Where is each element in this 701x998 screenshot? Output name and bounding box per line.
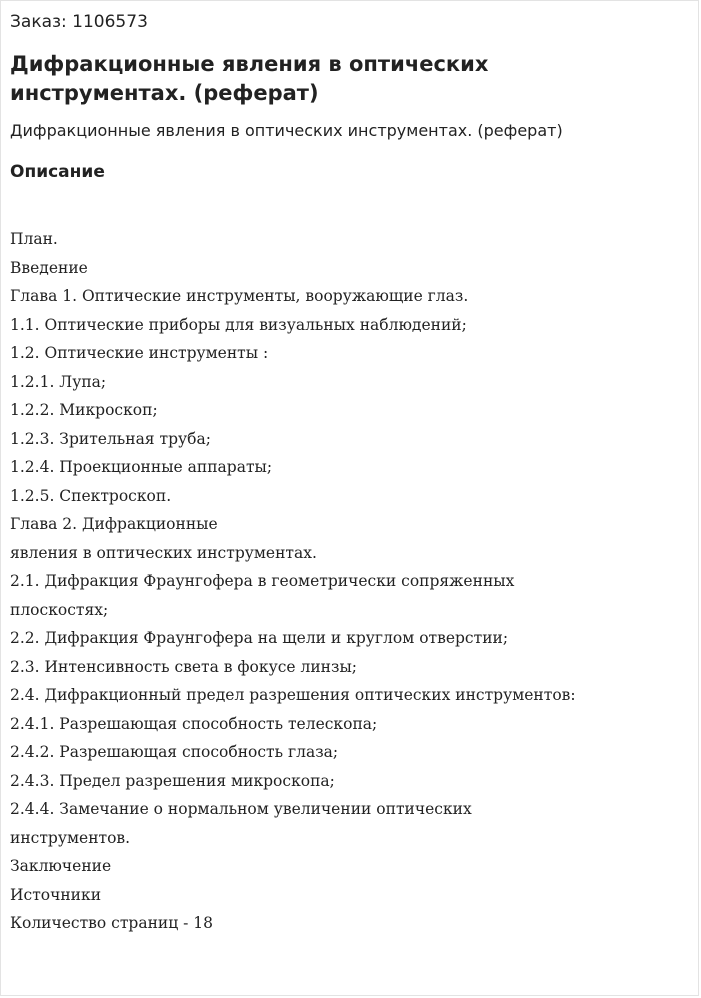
description-line: Заключение xyxy=(10,857,112,875)
description-line: 1.2.5. Спектроскоп. xyxy=(10,486,172,505)
description-line: 2.2. Дифракция Фраунгофера на щели и круглом отверстии; xyxy=(10,629,509,647)
description-line: 2.4.4. Замечание о нормальном увеличении оптических xyxy=(10,800,472,818)
description-body xyxy=(10,225,690,938)
description-heading: Описание xyxy=(10,162,105,182)
description-line: План. xyxy=(10,230,58,248)
description-line: 2.4.3. Предел разрешения микроскопа; xyxy=(10,771,335,790)
description-line: 1.1. Оптические приборы для визуальных наблюдений; xyxy=(10,315,467,334)
description-line: Глава 2. Дифракционные xyxy=(10,515,218,533)
description-line: Источники xyxy=(10,885,102,904)
order-number: Заказ: 1106573 xyxy=(10,12,148,32)
page-count: Количество страниц - 18 xyxy=(10,914,214,932)
description-line: 1.2.4. Проекционные аппараты; xyxy=(10,458,273,476)
description-line: 1.2.1. Лупа; xyxy=(10,372,107,391)
description-line: явления в оптических инструментах. xyxy=(10,543,317,562)
description-line: инструментов. xyxy=(10,828,131,847)
page-subtitle: Дифракционные явления в оптических инструментах. (реферат) xyxy=(10,121,563,140)
description-line: 2.4.2. Разрешающая способность глаза; xyxy=(10,743,339,761)
description-line: Введение xyxy=(10,258,88,277)
description-line: 1.2.3. Зрительная труба; xyxy=(10,429,211,448)
description-line: 2.1. Дифракция Фраунгофера в геометрически сопряженных xyxy=(10,572,515,590)
description-line: Глава 1. Оптические инструменты, вооружающие глаз. xyxy=(10,287,469,305)
description-line: 1.2. Оптические инструменты : xyxy=(10,344,269,362)
description-line: 2.4.1. Разрешающая способность телескопа; xyxy=(10,714,378,733)
description-line: 1.2.2. Микроскоп; xyxy=(10,401,158,419)
description-line: 2.3. Интенсивность света в фокусе линзы; xyxy=(10,657,358,676)
page-title: Дифракционные явления в оптических инструментах. (реферат) xyxy=(10,52,489,105)
description-line: плоскостях; xyxy=(10,600,109,619)
description-line: 2.4. Дифракционный предел разрешения оптических инструментов: xyxy=(10,686,576,704)
